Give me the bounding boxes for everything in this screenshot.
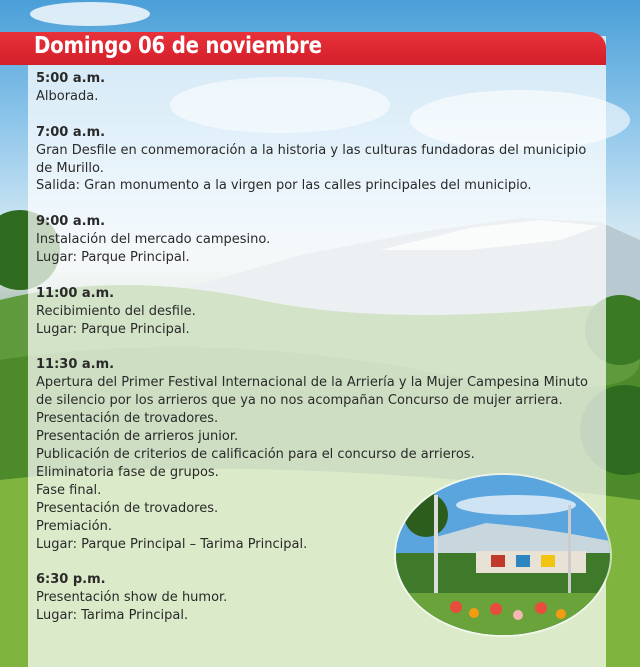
schedule-time: 5:00 a.m. <box>36 71 106 86</box>
schedule-time: 11:30 a.m. <box>36 357 115 373</box>
schedule-time: 6:30 p.m. <box>36 572 106 588</box>
schedule-detail: Recibimiento del desfile. <box>36 303 196 319</box>
schedule-detail: Lugar: Parque Principal – Tarima Principal. <box>36 536 308 552</box>
schedule-item <box>36 124 608 196</box>
schedule-detail: Gran Desfile en conmemoración a la historia y las culturas fundadoras del municipio <box>36 142 587 158</box>
date-banner <box>0 32 606 65</box>
schedule-detail: Presentación de arrieros junior. <box>36 429 239 445</box>
schedule-detail: Presentación de trovadores. <box>36 500 219 516</box>
schedule-detail: Apertura del Primer Festival Internacional de la Arriería y la Mujer Campesina Minuto <box>36 375 588 391</box>
schedule-detail: Premiación. <box>36 518 112 534</box>
schedule-detail: Lugar: Parque Principal. <box>36 321 190 337</box>
schedule-item <box>36 213 608 267</box>
schedule-detail: Fase final. <box>36 482 102 498</box>
schedule-detail: Lugar: Parque Principal. <box>36 250 190 266</box>
schedule-detail: Lugar: Tarima Principal. <box>36 608 189 624</box>
schedule-detail: Instalación del mercado campesino. <box>36 232 271 248</box>
schedule-detail: Publicación de criterios de calificación para el concurso de arrieros. <box>36 446 475 462</box>
schedule-detail: Alborada. <box>36 88 99 104</box>
schedule-item <box>36 70 608 106</box>
schedule-detail: de Murillo. <box>36 160 104 176</box>
schedule-detail: Salida: Gran monumento a la virgen por las calles principales del municipio. <box>36 178 532 194</box>
schedule-time: 9:00 a.m. <box>36 214 106 230</box>
town-plaza-photo <box>396 475 610 635</box>
schedule-detail: de silencio por los arrieros que ya no nos acompañan Concurso de mujer arriera. <box>36 393 563 409</box>
schedule-detail: Presentación show de humor. <box>36 590 228 606</box>
schedule-detail: Eliminatoria fase de grupos. <box>36 464 219 480</box>
schedule-time: 11:00 a.m. <box>36 285 115 301</box>
schedule-item <box>36 285 608 339</box>
town-plaza-image <box>396 475 610 635</box>
schedule-detail: Presentación de trovadores. <box>36 411 219 427</box>
page-title: Domingo 06 de noviembre <box>34 33 322 59</box>
schedule-time: 7:00 a.m. <box>36 124 106 140</box>
